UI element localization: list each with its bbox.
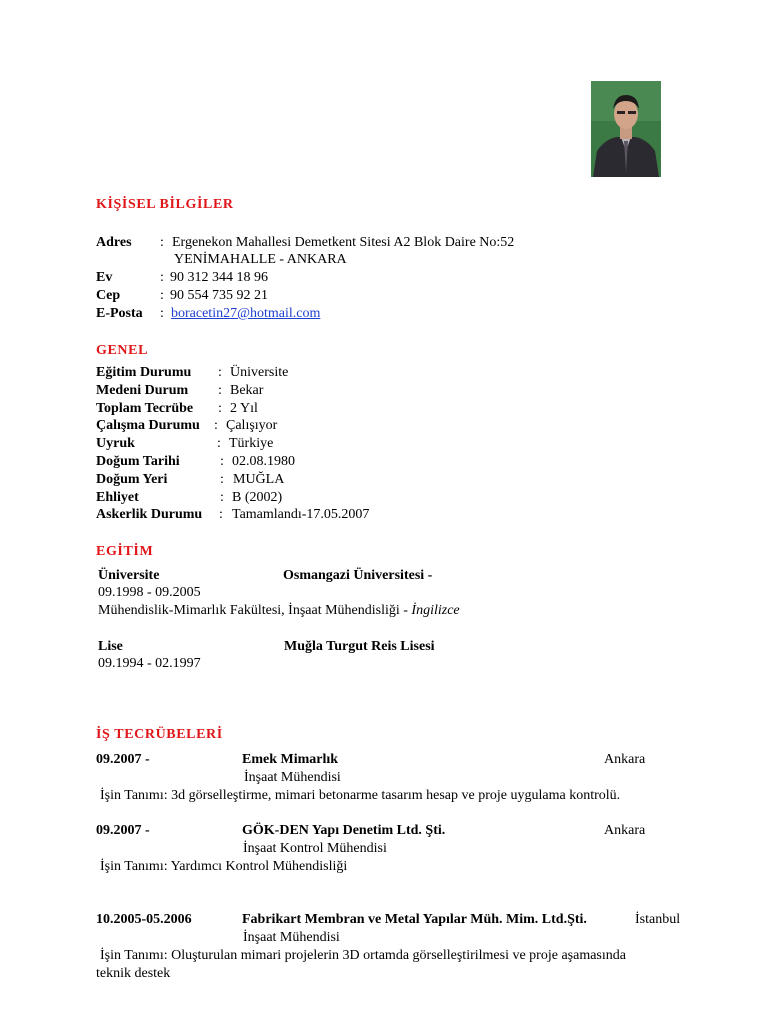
general-info-label: Toplam Tecrübe — [96, 401, 194, 416]
home-phone-value: 90 312 344 18 96 — [170, 270, 268, 285]
job-position: İnşaat Kontrol Mühendisi — [243, 841, 387, 856]
job-position: İnşaat Mühendisi — [243, 930, 340, 945]
address-line2: YENİMAHALLE - ANKARA — [174, 252, 347, 267]
job-description-continued: teknik destek — [96, 966, 171, 981]
university-dates: 09.1998 - 09.2005 — [98, 585, 201, 600]
job-company: GÖK-DEN Yapı Denetim Ltd. Şti. — [242, 823, 446, 838]
profile-photo — [591, 81, 661, 177]
university-name: Osmangazi Üniversitesi - — [283, 568, 433, 583]
general-info-value: MUĞLA — [233, 472, 285, 487]
general-info-label: Çalışma Durumu — [96, 418, 200, 433]
general-info-value: 2 Yıl — [230, 401, 258, 416]
general-info-label: Eğitim Durumu — [96, 365, 192, 380]
university-faculty: Mühendislik-Mimarlık Fakültesi, İnşaat Mühendisliği - — [98, 603, 412, 618]
address-label: Adres — [96, 235, 132, 250]
email-label: E-Posta — [96, 306, 143, 321]
home-phone-label: Ev — [96, 270, 113, 285]
job-company: Fabrikart Membran ve Metal Yapılar Müh. Mim. Ltd.Şti. — [242, 912, 587, 927]
general-info-value: Türkiye — [229, 436, 274, 451]
general-info-value: Bekar — [230, 383, 264, 398]
general-info-value: B (2002) — [232, 490, 283, 505]
job-city: Ankara — [604, 823, 646, 838]
section-heading-personal: KİŞİSEL BİLGİLER — [96, 197, 234, 212]
job-company: Emek Mimarlık — [242, 752, 339, 767]
address-line1: Ergenekon Mahallesi Demetkent Sitesi A2 Blok Daire No:52 — [172, 235, 515, 250]
general-info-label: Medeni Durum — [96, 383, 189, 398]
colon: : — [160, 288, 164, 303]
job-description: İşin Tanımı: 3d görselleştirme, mimari betonarme tasarım hesap ve proje uygulama kontrolü. — [100, 788, 621, 803]
job-date: 09.2007 - — [96, 752, 150, 767]
general-info-label: Ehliyet — [96, 490, 139, 505]
university-language: İngilizce — [411, 603, 460, 618]
general-info-value: Çalışıyor — [226, 418, 278, 433]
general-info-label: Doğum Tarihi — [96, 454, 180, 469]
colon: : — [218, 383, 222, 398]
colon: : — [160, 306, 164, 321]
general-info-value: Tamamlandı-17.05.2007 — [232, 507, 370, 522]
colon: : — [218, 365, 222, 380]
general-info-label: Askerlik Durumu — [96, 507, 203, 522]
colon: : — [218, 401, 222, 416]
colon: : — [160, 270, 164, 285]
university-faculty-line — [98, 602, 460, 619]
job-date: 10.2005-05.2006 — [96, 912, 192, 927]
section-heading-experience: İŞ TECRÜBELERİ — [96, 727, 223, 742]
colon: : — [220, 454, 224, 469]
general-info-label: Doğum Yeri — [96, 472, 168, 487]
job-description: İşin Tanımı: Oluşturulan mimari projelerin 3D ortamda görselleştirilmesi ve proje aşamasında — [100, 948, 626, 963]
colon: : — [220, 472, 224, 487]
highschool-type: Lise — [98, 639, 123, 654]
colon: : — [219, 507, 223, 522]
colon: : — [160, 235, 164, 250]
highschool-name: Muğla Turgut Reis Lisesi — [284, 639, 435, 654]
mobile-phone-label: Cep — [96, 288, 121, 303]
colon: : — [220, 490, 224, 505]
email-link[interactable]: boracetin27@hotmail.com — [171, 306, 321, 321]
university-type: Üniversite — [98, 568, 160, 583]
colon: : — [214, 418, 218, 433]
job-position: İnşaat Mühendisi — [244, 770, 341, 785]
mobile-phone-value: 90 554 735 92 21 — [170, 288, 268, 303]
colon: : — [217, 436, 221, 451]
general-info-label: Uyruk — [96, 436, 135, 451]
job-date: 09.2007 - — [96, 823, 150, 838]
general-info-value: 02.08.1980 — [232, 454, 295, 469]
job-description: İşin Tanımı: Yardımcı Kontrol Mühendisliği — [100, 859, 348, 874]
job-city: İstanbul — [635, 912, 681, 927]
section-heading-education: EGİTİM — [96, 544, 154, 559]
job-city: Ankara — [604, 752, 646, 767]
general-info-value: Üniversite — [230, 365, 289, 380]
highschool-dates: 09.1994 - 02.1997 — [98, 656, 201, 671]
section-heading-general: GENEL — [96, 343, 149, 358]
